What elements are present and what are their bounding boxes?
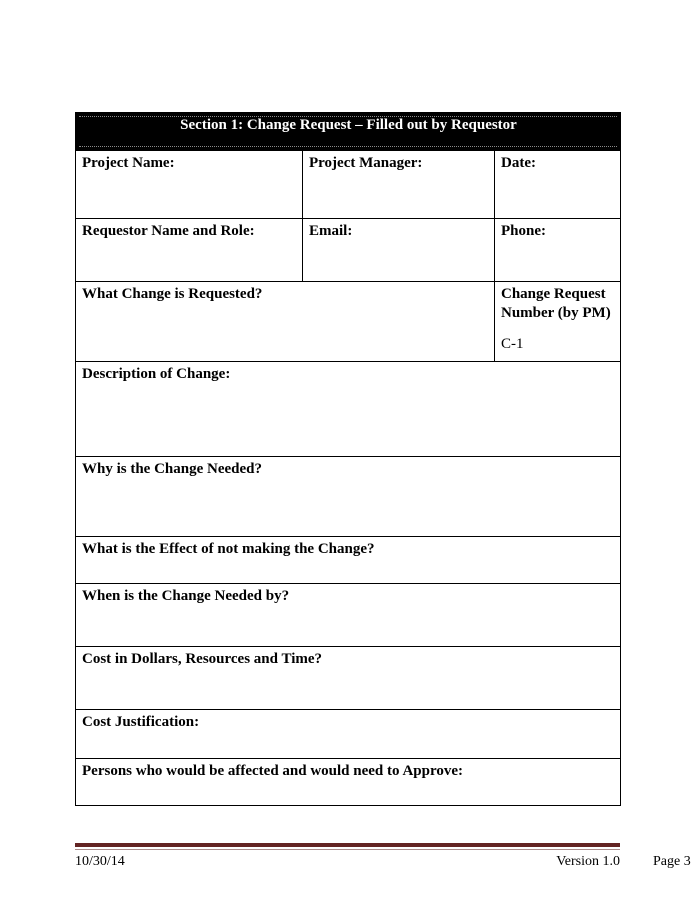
field-date-label: Date: bbox=[501, 155, 536, 171]
field-phone bbox=[495, 219, 621, 282]
field-project-name bbox=[76, 151, 303, 219]
page-footer bbox=[75, 843, 620, 871]
field-description bbox=[76, 362, 621, 457]
field-persons-approve bbox=[76, 759, 621, 806]
field-phone-label: Phone: bbox=[501, 223, 546, 239]
field-why-needed bbox=[76, 457, 621, 537]
change-request-form-table bbox=[75, 112, 621, 806]
field-email-label: Email: bbox=[309, 223, 353, 239]
field-cost-label: Cost in Dollars, Resources and Time? bbox=[82, 651, 323, 667]
section-title: Section 1: Change Request – Filled out by Requestor bbox=[180, 117, 517, 133]
field-date bbox=[495, 151, 621, 219]
field-project-manager-label: Project Manager: bbox=[309, 155, 423, 171]
field-requestor-name-role bbox=[76, 219, 303, 282]
change-request-number-label: Change Request Number (by PM) bbox=[501, 286, 611, 321]
field-cost-justification-label: Cost Justification: bbox=[82, 714, 200, 730]
field-cost bbox=[76, 647, 621, 710]
field-project-name-label: Project Name: bbox=[82, 155, 175, 171]
field-why-needed-label: Why is the Change Needed? bbox=[82, 461, 263, 477]
field-email bbox=[303, 219, 495, 282]
section-header bbox=[76, 113, 621, 151]
footer-rule-divider bbox=[75, 843, 620, 850]
field-cost-justification bbox=[76, 710, 621, 759]
field-when-needed-label: When is the Change Needed by? bbox=[82, 588, 290, 604]
field-change-request-number bbox=[495, 282, 621, 362]
field-when-needed bbox=[76, 584, 621, 647]
footer-page-number: Page 3 bbox=[653, 854, 691, 869]
field-description-label: Description of Change: bbox=[82, 366, 231, 382]
field-effect-not-making-label: What is the Effect of not making the Change? bbox=[82, 541, 375, 557]
field-persons-approve-label: Persons who would be affected and would need to Approve: bbox=[82, 763, 463, 779]
field-what-change bbox=[76, 282, 495, 362]
footer-date: 10/30/14 bbox=[75, 854, 125, 869]
change-request-number-value: C-1 bbox=[501, 335, 524, 352]
field-project-manager bbox=[303, 151, 495, 219]
field-what-change-label: What Change is Requested? bbox=[82, 286, 263, 302]
footer-version: Version 1.0 bbox=[556, 854, 620, 869]
field-effect-not-making bbox=[76, 537, 621, 584]
field-requestor-name-role-label: Requestor Name and Role: bbox=[82, 223, 255, 239]
